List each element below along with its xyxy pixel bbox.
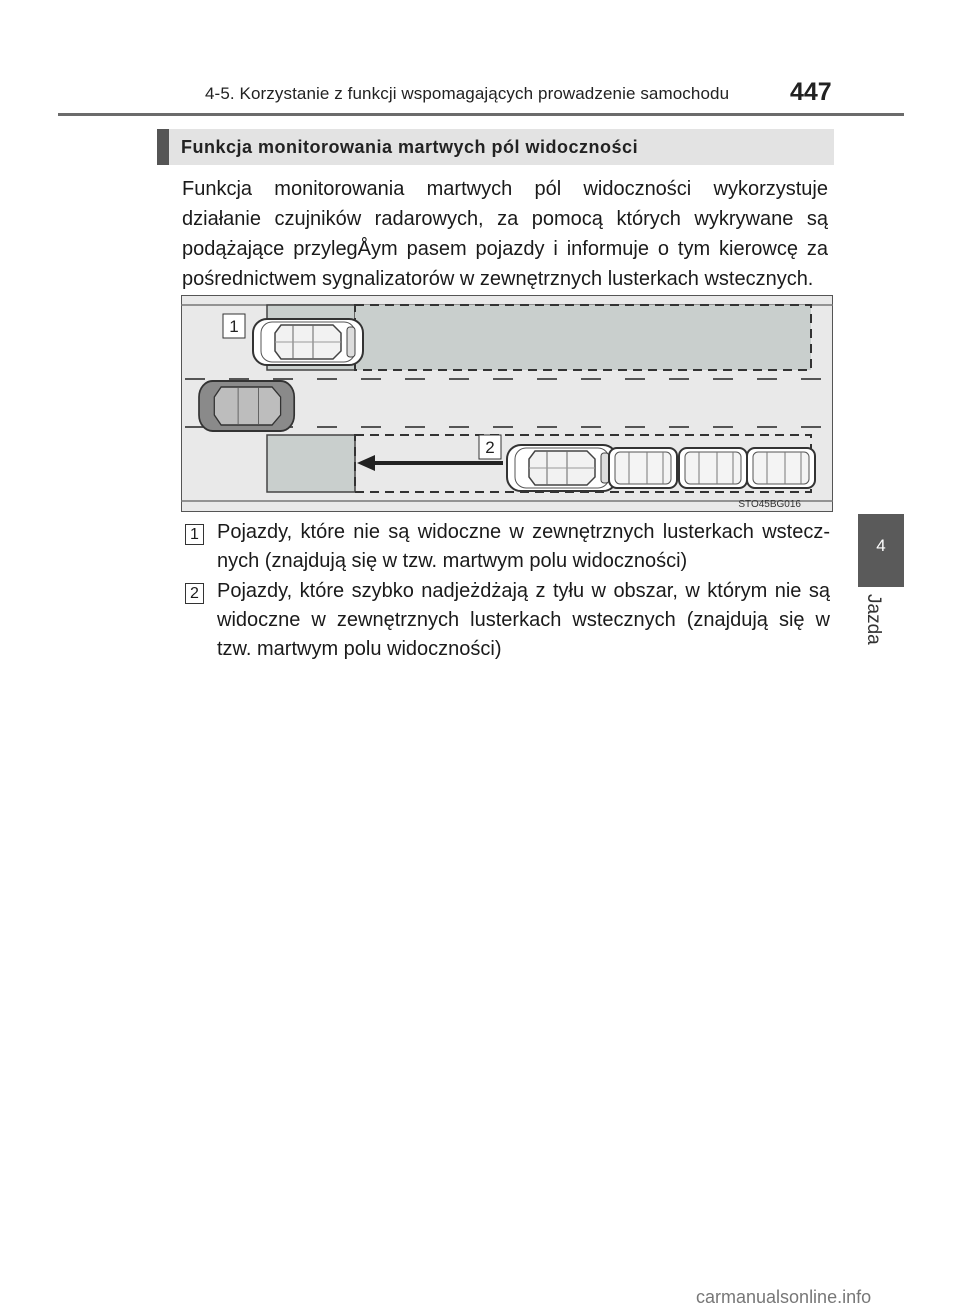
callout-2: 2 (485, 438, 495, 457)
legend-item-2 (185, 577, 830, 664)
section-heading-text: Funkcja monitorowania martwych pól widoczności (181, 137, 639, 157)
legend-item-1 (185, 518, 830, 576)
chapter-tab (858, 514, 904, 587)
legend-text-2: Pojazdy, które szybko nadjeżdżają z tyłu w obszar, w którym nie są widoczne w zewnętrznych lusterkach wstecznych (znajdują się w tzw. martwym polu widoczności) (217, 580, 830, 660)
chapter-label-text: Jazda (863, 594, 884, 645)
page-number: 447 (790, 78, 832, 106)
header-divider (58, 113, 904, 116)
legend-number-1: 1 (185, 524, 204, 545)
callout-1: 1 (229, 317, 239, 336)
chapter-number: 4 (876, 536, 886, 555)
intro-paragraph: Funkcja monitorowania martwych pól widoczności wykorzystuje działanie czujników radarowych, za pomocą których wykrywane są podążające przylegÅym pasem pojazdy i informuje o tym kierowcę za pośrednictwem sygnalizatorów w zewnętrznych lusterkach wstecznych. (182, 178, 828, 290)
figure-code: STO45BG016 (738, 499, 801, 510)
section-heading (157, 129, 834, 165)
chapter-label (862, 594, 886, 654)
blind-spot-illustration (181, 295, 833, 512)
legend-number-2: 2 (185, 583, 204, 604)
watermark-text: carmanualsonline.info (696, 1287, 872, 1307)
legend-text-1: Pojazdy, które nie są widoczne w zewnętrznych lusterkach wstecz-nych (znajdują się w tzw. martwym polu widoczności) (217, 521, 830, 572)
running-header-title: 4-5. Korzystanie z funkcji wspomagających prowadzenie samochodu (205, 84, 730, 103)
